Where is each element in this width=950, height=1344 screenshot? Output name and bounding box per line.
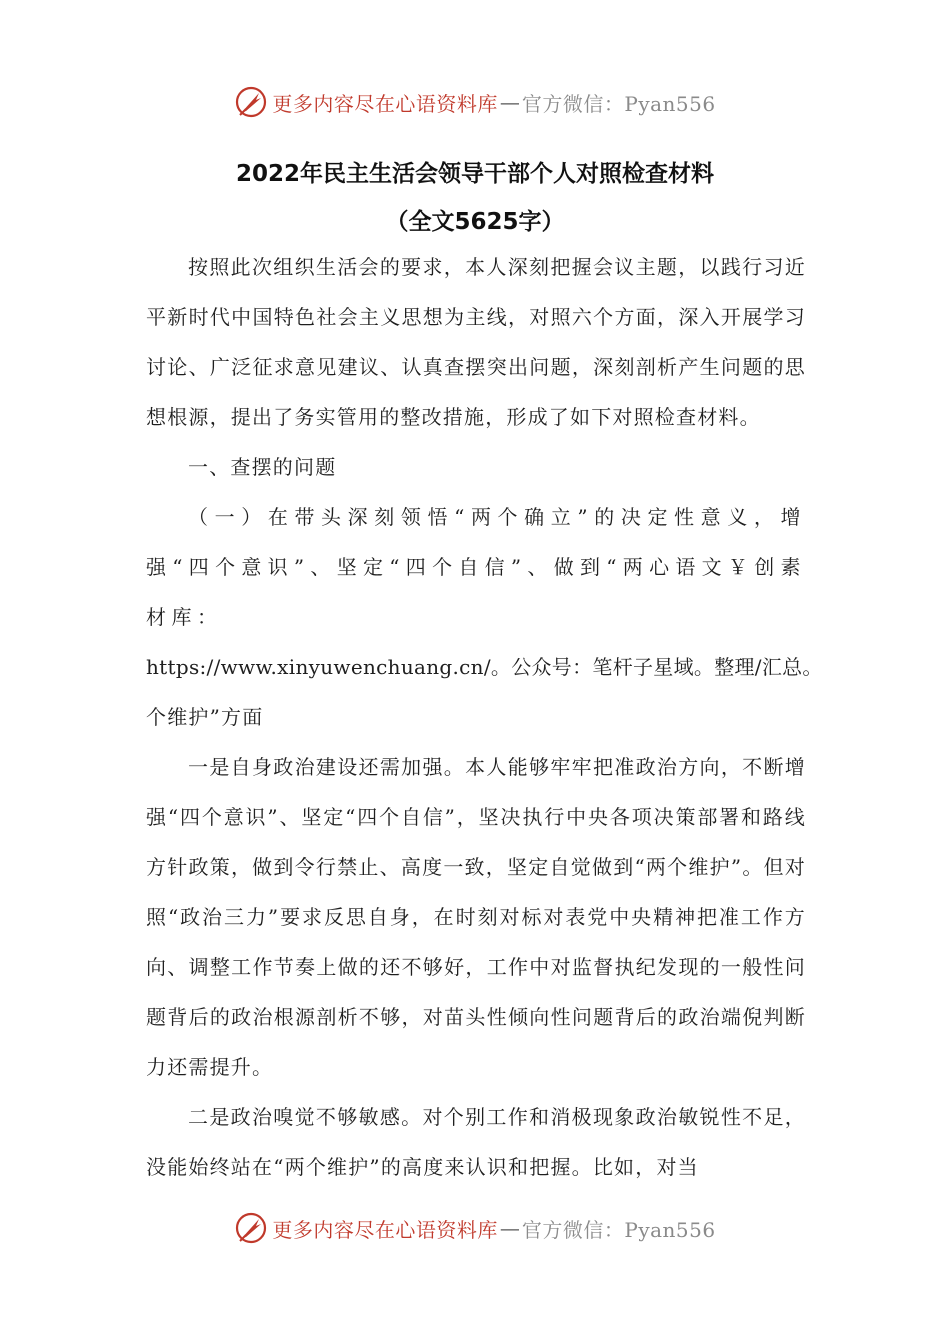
- subsection-end: 个维护”方面: [146, 705, 264, 729]
- header-brand: 更多内容尽在心语资料库: [272, 91, 498, 116]
- footer-dash: —: [499, 1216, 520, 1240]
- footer-watermark: [0, 1208, 950, 1248]
- quill-logo-icon: [234, 1211, 268, 1245]
- header-dash: —: [499, 90, 520, 114]
- subsection-paragraph: [146, 492, 823, 742]
- footer-contact: 官方微信：Pyan556: [521, 1217, 716, 1242]
- document-body: [146, 242, 823, 1192]
- quill-logo-icon: [234, 85, 268, 119]
- footer-brand: 更多内容尽在心语资料库: [272, 1217, 498, 1242]
- body-paragraph-2: 二是政治嗅觉不够敏感。对个别工作和消极现象政治敏锐性不足，没能始终站在“两个维护”的高度来认识和把握。比如，对当: [146, 1105, 806, 1179]
- body-paragraph-1: 一是自身政治建设还需加强。本人能够牢牢把准政治方向，不断增强“四个意识”、坚定“四个自信”，坚决执行中央各项决策部署和路线方针政策，做到令行禁止、高度一致，坚定自觉做到“两个维护”。但对照“政治三力”要求反思自身，在时刻对标对表党中央精神把准工作方向、调整工作节奏上做的还不够好，工作中对监督执纪发现的一般性问题背后的政治根源剖析不够，对苗头性倾向性问题背后的政治端倪判断力还需提升。: [146, 755, 806, 1079]
- document-title: 2022年民主生活会领导干部个人对照检查材料: [235, 161, 714, 187]
- document-subtitle: （全文5625字）: [385, 209, 565, 235]
- header-contact: 官方微信：Pyan556: [521, 91, 716, 116]
- section-heading: 一、查摆的问题: [188, 455, 337, 479]
- intro-paragraph: 按照此次组织生活会的要求，本人深刻把握会议主题，以践行习近平新时代中国特色社会主义思想为主线，对照六个方面，深入开展学习讨论、广泛征求意见建议、认真查摆突出问题，深刻剖析产生问题的思想根源，提出了务实管用的整改措施，形成了如下对照检查材料。: [146, 255, 806, 429]
- source-url: https://www.xinyuwenchuang.cn/。公众号：笔杆子星域。整理/汇总。: [146, 655, 823, 679]
- subsection-text: （一）在带头深刻领悟“两个确立”的决定性意义，增强“四个意识”、坚定“四个自信”、做到“两心语文￥创素材库：: [146, 505, 806, 629]
- header-watermark: [0, 82, 950, 122]
